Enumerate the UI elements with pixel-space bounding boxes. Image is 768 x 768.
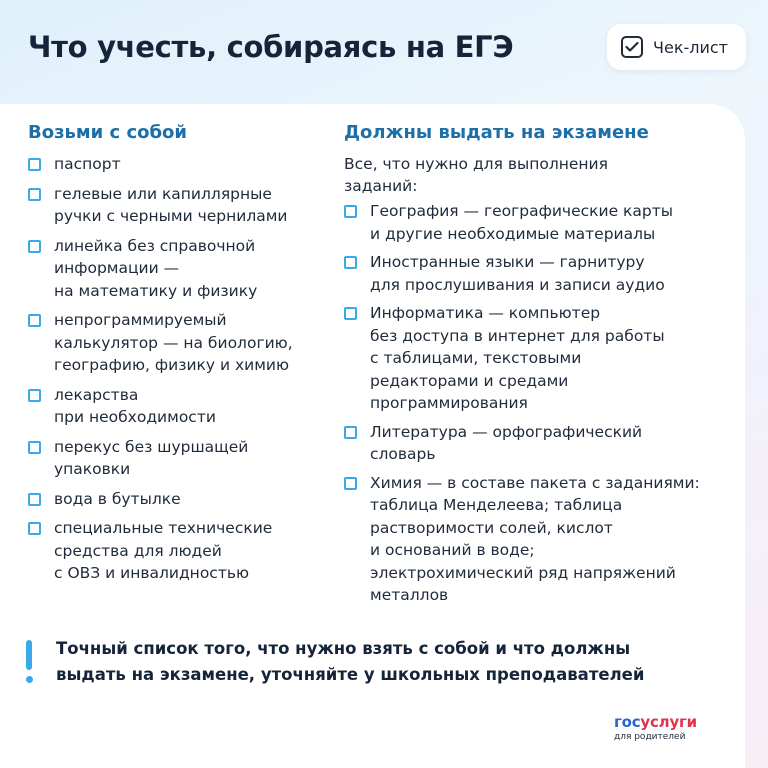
checkbox-icon — [28, 493, 41, 506]
item-line: для прослушивания и записи аудио — [370, 275, 665, 294]
checkbox-icon — [28, 441, 41, 454]
checklist-item — [344, 200, 736, 245]
checklist-item — [28, 153, 328, 176]
checklist-item-text — [54, 384, 216, 429]
checklist-item-text — [54, 517, 272, 585]
item-line: специальные технические — [54, 519, 273, 537]
checkbox-icon — [28, 389, 41, 402]
checklist-item-text — [370, 251, 665, 296]
checklist-item-text — [54, 436, 248, 481]
checkbox-icon — [28, 188, 41, 201]
checkbox-icon — [28, 314, 41, 327]
checklist-item-text — [54, 183, 288, 228]
checklist-item-text — [54, 235, 257, 303]
column-heading: Возьми с собой — [28, 122, 188, 143]
notice-text — [56, 636, 644, 688]
item-line: без доступа в интернет для работы — [370, 326, 665, 345]
intro-text — [344, 153, 736, 197]
checkbox-icon — [28, 522, 41, 535]
item-line: редакторами и средами — [370, 371, 569, 390]
checklist-item — [28, 436, 328, 481]
exclamation-icon — [24, 640, 34, 688]
checkbox-icon — [344, 256, 357, 269]
column-heading: Должны выдать на экзамене — [344, 122, 649, 143]
item-line: металлов — [370, 586, 449, 604]
checkbox-icon — [344, 426, 357, 439]
checkbox-icon — [344, 205, 357, 218]
provided-list — [344, 200, 736, 607]
checklist-item-text — [54, 153, 121, 176]
page-title: Что учесть, собираясь на ЕГЭ — [28, 30, 514, 64]
item-line: программирования — [370, 394, 528, 412]
item-line: и другие необходимые материалы — [370, 224, 656, 243]
item-line: География — географические карты — [370, 202, 674, 220]
checkbox-icon — [28, 158, 41, 171]
item-line: растворимости солей, кислот — [370, 518, 613, 537]
item-line: вода в бутылке — [54, 489, 181, 508]
item-line: линейка без справочной — [54, 236, 256, 255]
checklist-item — [28, 517, 328, 585]
checklist-item-text — [54, 309, 293, 377]
brand-name — [614, 713, 697, 731]
notice-line: Точный список того, что нужно взять с собой и что должны — [56, 639, 631, 658]
checkbox-checked-icon — [621, 36, 643, 58]
checklist-item-text — [370, 421, 642, 466]
item-line: калькулятор — на биологию, — [54, 333, 293, 352]
checklist-badge — [607, 24, 746, 70]
header — [0, 0, 768, 104]
checklist-item — [28, 384, 328, 429]
item-line: электрохимический ряд напряжений — [370, 563, 676, 582]
checkbox-icon — [28, 240, 41, 253]
checklist-item — [28, 235, 328, 303]
item-line: Химия — в составе пакета с заданиями: — [370, 473, 700, 492]
item-line: с таблицами, текстовыми — [370, 349, 582, 367]
badge-label: Чек-лист — [653, 37, 728, 57]
checklist-item — [28, 309, 328, 377]
item-line: с ОВЗ и инвалидностью — [54, 564, 250, 582]
checklist-item — [344, 251, 736, 296]
checklist-item — [28, 488, 328, 511]
checkbox-icon — [344, 307, 357, 320]
item-line: лекарства — [54, 385, 139, 404]
intro-line: заданий: — [344, 177, 418, 195]
item-line: географию, физику и химию — [54, 356, 290, 374]
provided-at-exam-column — [344, 122, 736, 613]
item-line: Информатика — компьютер — [370, 304, 601, 322]
content-card — [0, 104, 745, 768]
item-line: средства для людей — [54, 541, 222, 560]
item-line: информации — — [54, 259, 180, 277]
take-with-you-column — [28, 122, 328, 592]
checklist-item — [344, 302, 736, 415]
brand-part: гос — [613, 713, 641, 731]
item-line: словарь — [370, 445, 436, 463]
item-line: Иностранные языки — гарнитуру — [370, 253, 645, 271]
checklist-item-text — [370, 472, 700, 607]
checklist-item — [344, 421, 736, 466]
item-line: упаковки — [54, 460, 131, 478]
notice — [24, 636, 724, 688]
item-line: перекус без шуршащей — [54, 437, 249, 456]
brand-part: услуги — [640, 713, 697, 731]
checklist-item-text — [54, 488, 181, 511]
brand-subtitle: для родителей — [613, 732, 686, 742]
checklist-item-text — [370, 200, 673, 245]
take-with-you-list — [28, 153, 328, 585]
notice-line: выдать на экзамене, уточняйте у школьных преподавателей — [56, 665, 645, 684]
checklist-item — [28, 183, 328, 228]
item-line: и оснований в воде; — [370, 541, 535, 559]
intro-line: Все, что нужно для выполнения — [344, 155, 608, 173]
item-line: Литература — орфографический — [370, 422, 643, 441]
item-line: гелевые или капиллярные — [54, 184, 272, 203]
item-line: ручки с черными чернилами — [54, 207, 288, 225]
item-line: при необходимости — [54, 408, 216, 426]
item-line: на математику и физику — [54, 281, 258, 300]
checklist-item — [344, 472, 736, 607]
checkbox-icon — [344, 477, 357, 490]
gosuslugi-logo — [614, 713, 697, 742]
checklist-item-text — [370, 302, 665, 415]
item-line: таблица Менделеева; таблица — [370, 496, 623, 514]
item-line: непрограммируемый — [54, 311, 227, 329]
item-line: паспорт — [54, 155, 121, 173]
